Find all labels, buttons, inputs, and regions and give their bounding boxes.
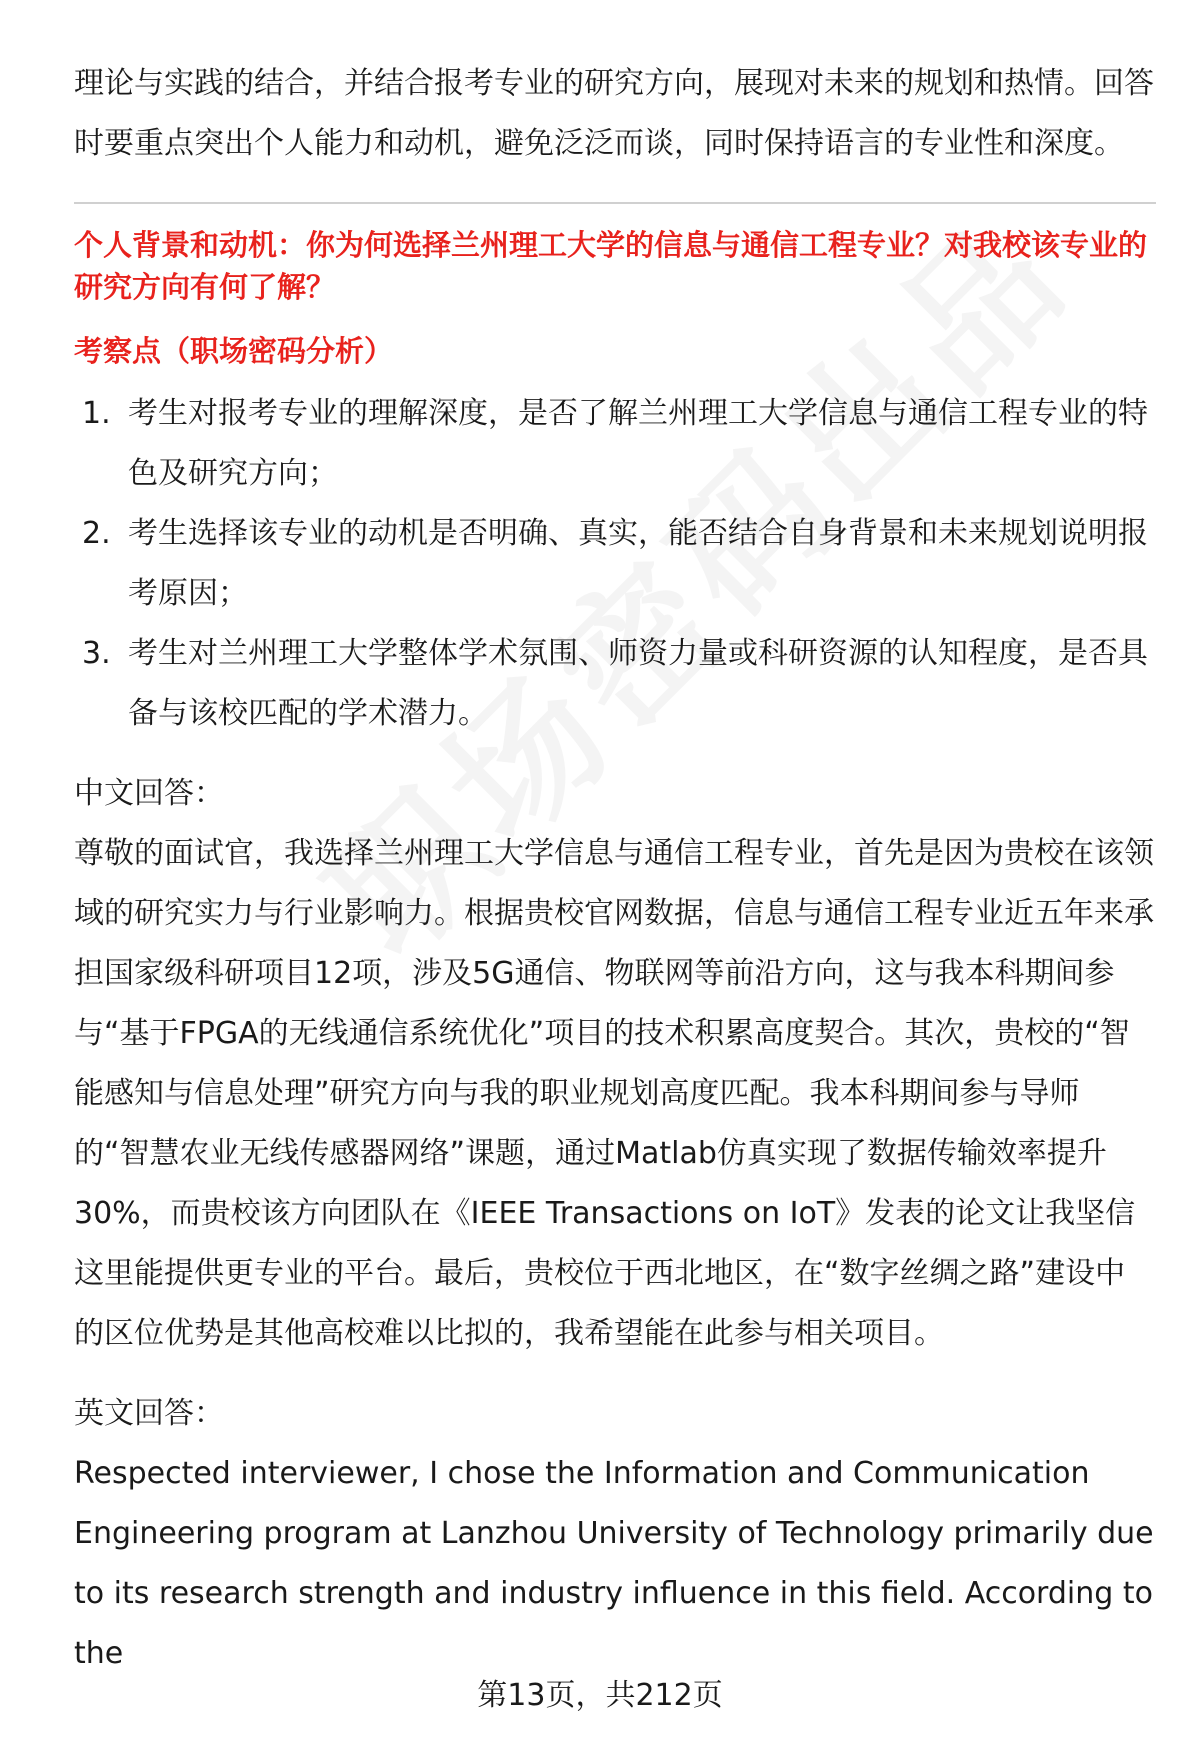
list-item-text: 考生对报考专业的理解深度，是否了解兰州理工大学信息与通信工程专业的特色及研究方向；: [128, 396, 1148, 491]
chinese-answer-label: 中文回答：: [74, 776, 224, 811]
list-item-text: 考生选择该专业的动机是否明确、真实，能否结合自身背景和未来规划说明报考原因；: [128, 516, 1148, 611]
list-item: [74, 624, 1154, 744]
list-number: 3.: [82, 636, 111, 671]
list-item: [74, 504, 1154, 624]
list-item: [74, 384, 1154, 504]
section-divider: [74, 202, 1156, 204]
intro-paragraph: 理论与实践的结合，并结合报考专业的研究方向，展现对未来的规划和热情。回答时要重点突出个人能力和动机，避免泛泛而谈，同时保持语言的专业性和深度。: [74, 66, 1154, 161]
list-number: 1.: [82, 396, 111, 431]
list-number: 2.: [82, 516, 111, 551]
focus-points-list: [74, 384, 1154, 744]
chinese-answer: 尊敬的面试官，我选择兰州理工大学信息与通信工程专业，首先是因为贵校在该领域的研究实力与行业影响力。根据贵校官网数据，信息与通信工程专业近五年来承担国家级科研项目12项，涉及5G通信、物联网等前沿方向，这与我本科期间参与“基于FPGA的无线通信系统优化”项目的技术积累高度契合。其次，贵校的“智能感知与信息处理”研究方向与我的职业规划高度匹配。我本科期间参与导师的“智慧农业无线传感器网络”课题，通过Matlab仿真实现了数据传输效率提升30%，而贵校该方向团队在《IEEE Transactions on IoT》发表的论文让我坚信这里能提供更专业的平台。最后，贵校位于西北地区，在“数字丝绸之路”建设中的区位优势是其他高校难以比拟的，我希望能在此参与相关项目。: [74, 836, 1154, 1351]
question-heading: 个人背景和动机：你为何选择兰州理工大学的信息与通信工程专业？对我校该专业的研究方向有何了解？: [74, 228, 1148, 304]
document-page: [74, 54, 1154, 1684]
list-item-text: 考生对兰州理工大学整体学术氛围、师资力量或科研资源的认知程度，是否具备与该校匹配的学术潜力。: [128, 636, 1148, 731]
page-number: 第13页，共212页: [477, 1678, 723, 1713]
focus-title: 考察点（职场密码分析）: [74, 334, 394, 368]
english-answer: Respected interviewer, I chose the Information and Communication Engineering program at Lanzhou University of Technology primarily due to its research strength and industry influence in this field. According to the: [74, 1456, 1154, 1671]
english-answer-label: 英文回答：: [74, 1396, 224, 1431]
